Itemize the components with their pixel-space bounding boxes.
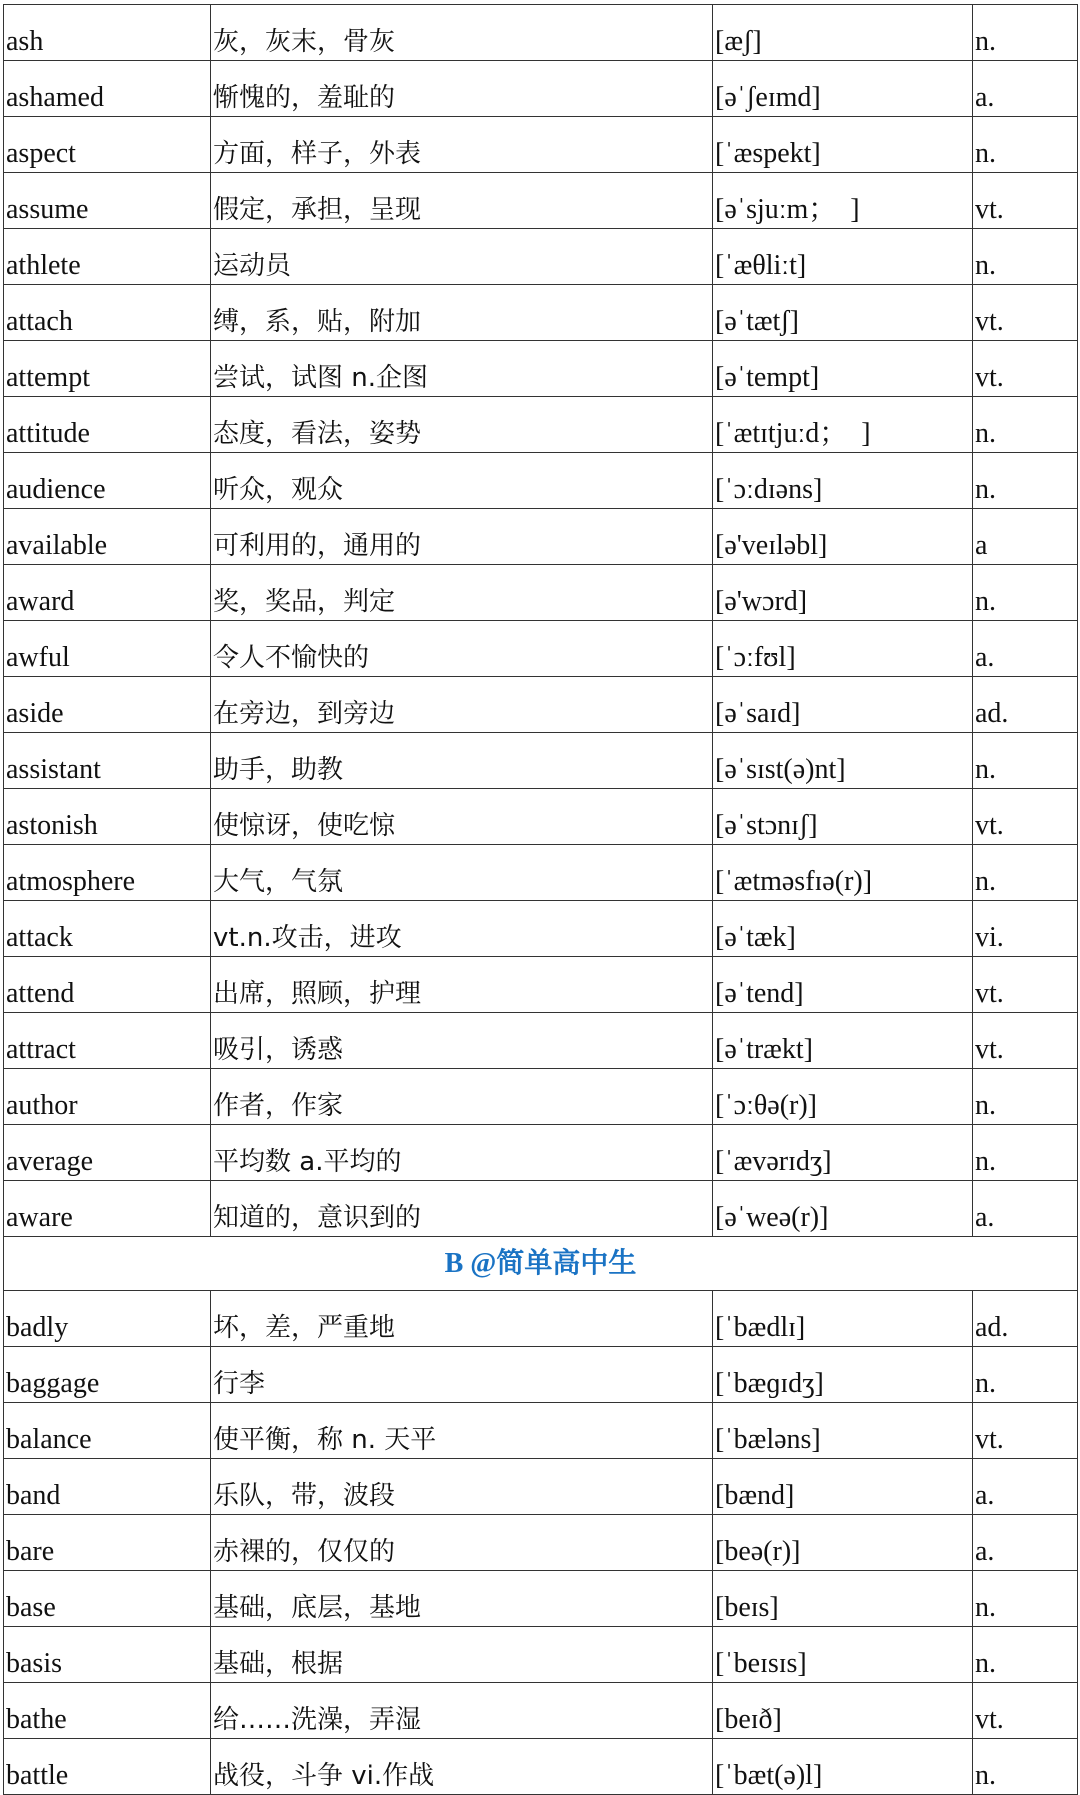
section-header-row [4, 1237, 1078, 1291]
word-cell: attitude [4, 397, 211, 453]
table-row [4, 1347, 1078, 1403]
meaning-cell: 态度，看法，姿势 [211, 397, 713, 453]
word-cell: astonish [4, 789, 211, 845]
part-of-speech-cell: n. [973, 5, 1078, 61]
table-row [4, 285, 1078, 341]
table-row [4, 845, 1078, 901]
word-cell: ash [4, 5, 211, 61]
table-row [4, 565, 1078, 621]
part-of-speech-cell: vt. [973, 341, 1078, 397]
phonetic-cell: [əˈstɔnɪʃ] [713, 789, 973, 845]
table-row [4, 229, 1078, 285]
part-of-speech-cell: a. [973, 1515, 1078, 1571]
phonetic-cell: [ˈbæt(ə)l] [713, 1739, 973, 1795]
meaning-cell: 缚，系，贴，附加 [211, 285, 713, 341]
word-cell: average [4, 1125, 211, 1181]
part-of-speech-cell: vi. [973, 901, 1078, 957]
phonetic-cell: [əˈtrækt] [713, 1013, 973, 1069]
word-cell: baggage [4, 1347, 211, 1403]
phonetic-cell: [ˈbeɪsɪs] [713, 1627, 973, 1683]
phonetic-cell: [ˈæθliːt] [713, 229, 973, 285]
phonetic-cell: [beə(r)] [713, 1515, 973, 1571]
section-b-rows [4, 1291, 1078, 1795]
phonetic-cell: [ə'wɔrd] [713, 565, 973, 621]
meaning-cell: 基础，底层，基地 [211, 1571, 713, 1627]
table-row [4, 1013, 1078, 1069]
table-row [4, 957, 1078, 1013]
part-of-speech-cell: a. [973, 621, 1078, 677]
meaning-cell: 假定，承担，呈现 [211, 173, 713, 229]
phonetic-cell: [ˈɔːθə(r)] [713, 1069, 973, 1125]
phonetic-cell: [æʃ] [713, 5, 973, 61]
word-cell: balance [4, 1403, 211, 1459]
phonetic-cell: [əˈtend] [713, 957, 973, 1013]
word-cell: award [4, 565, 211, 621]
phonetic-cell: [ˈæspekt] [713, 117, 973, 173]
word-cell: basis [4, 1627, 211, 1683]
phonetic-cell: [beɪð] [713, 1683, 973, 1739]
meaning-cell: 方面，样子，外表 [211, 117, 713, 173]
table-row [4, 1403, 1078, 1459]
part-of-speech-cell: n. [973, 733, 1078, 789]
part-of-speech-cell: n. [973, 1571, 1078, 1627]
table-row [4, 677, 1078, 733]
table-row [4, 453, 1078, 509]
phonetic-cell: [beɪs] [713, 1571, 973, 1627]
meaning-cell: 基础，根据 [211, 1627, 713, 1683]
phonetic-cell: [ˈbædlɪ] [713, 1291, 973, 1347]
word-cell: band [4, 1459, 211, 1515]
word-cell: audience [4, 453, 211, 509]
table-row [4, 341, 1078, 397]
word-cell: author [4, 1069, 211, 1125]
table-row [4, 1515, 1078, 1571]
meaning-cell: vt.n.攻击，进攻 [211, 901, 713, 957]
word-cell: attach [4, 285, 211, 341]
meaning-cell: 给……洗澡，弄湿 [211, 1683, 713, 1739]
part-of-speech-cell: n. [973, 397, 1078, 453]
part-of-speech-cell: vt. [973, 1683, 1078, 1739]
word-cell: attack [4, 901, 211, 957]
meaning-cell: 令人不愉快的 [211, 621, 713, 677]
meaning-cell: 坏，差，严重地 [211, 1291, 713, 1347]
word-cell: battle [4, 1739, 211, 1795]
part-of-speech-cell: n. [973, 117, 1078, 173]
table-row [4, 1683, 1078, 1739]
part-of-speech-cell: a [973, 509, 1078, 565]
phonetic-cell: [əˈweə(r)] [713, 1181, 973, 1237]
meaning-cell: 吸引，诱惑 [211, 1013, 713, 1069]
table-row [4, 1571, 1078, 1627]
meaning-cell: 奖，奖品，判定 [211, 565, 713, 621]
meaning-cell: 在旁边，到旁边 [211, 677, 713, 733]
table-row [4, 1069, 1078, 1125]
meaning-cell: 尝试，试图 n.企图 [211, 341, 713, 397]
word-cell: athlete [4, 229, 211, 285]
section-b-title: B @简单高中生 [4, 1237, 1078, 1291]
phonetic-cell: [əˈʃeɪmd] [713, 61, 973, 117]
word-cell: base [4, 1571, 211, 1627]
word-cell: bare [4, 1515, 211, 1571]
phonetic-cell: [ˈætməsfɪə(r)] [713, 845, 973, 901]
table-row [4, 621, 1078, 677]
table-row [4, 1125, 1078, 1181]
part-of-speech-cell: vt. [973, 285, 1078, 341]
part-of-speech-cell: n. [973, 453, 1078, 509]
word-cell: ashamed [4, 61, 211, 117]
table-row [4, 173, 1078, 229]
word-cell: bathe [4, 1683, 211, 1739]
phonetic-cell: [ˈɔːfʊl] [713, 621, 973, 677]
word-cell: assistant [4, 733, 211, 789]
table-row [4, 789, 1078, 845]
table-row [4, 5, 1078, 61]
meaning-cell: 出席，照顾，护理 [211, 957, 713, 1013]
meaning-cell: 战役，斗争 vi.作战 [211, 1739, 713, 1795]
vocabulary-table [3, 4, 1078, 1795]
word-cell: attempt [4, 341, 211, 397]
part-of-speech-cell: a. [973, 61, 1078, 117]
word-cell: aspect [4, 117, 211, 173]
table-row [4, 1291, 1078, 1347]
table-row [4, 1739, 1078, 1795]
meaning-cell: 可利用的，通用的 [211, 509, 713, 565]
part-of-speech-cell: n. [973, 1739, 1078, 1795]
meaning-cell: 使惊讶，使吃惊 [211, 789, 713, 845]
phonetic-cell: [bænd] [713, 1459, 973, 1515]
word-cell: aside [4, 677, 211, 733]
part-of-speech-cell: n. [973, 565, 1078, 621]
phonetic-cell: [əˈsaɪd] [713, 677, 973, 733]
meaning-cell: 使平衡，称 n. 天平 [211, 1403, 713, 1459]
meaning-cell: 乐队，带，波段 [211, 1459, 713, 1515]
phonetic-cell: [ˈbæləns] [713, 1403, 973, 1459]
part-of-speech-cell: a. [973, 1181, 1078, 1237]
table-row [4, 1627, 1078, 1683]
table-row [4, 901, 1078, 957]
phonetic-cell: [ˈævərɪdʒ] [713, 1125, 973, 1181]
part-of-speech-cell: n. [973, 1069, 1078, 1125]
phonetic-cell: [ˈbæɡɪdʒ] [713, 1347, 973, 1403]
meaning-cell: 惭愧的，羞耻的 [211, 61, 713, 117]
part-of-speech-cell: n. [973, 1627, 1078, 1683]
meaning-cell: 知道的，意识到的 [211, 1181, 713, 1237]
word-cell: attract [4, 1013, 211, 1069]
meaning-cell: 助手，助教 [211, 733, 713, 789]
meaning-cell: 作者，作家 [211, 1069, 713, 1125]
part-of-speech-cell: n. [973, 1347, 1078, 1403]
table-row [4, 61, 1078, 117]
table-row [4, 117, 1078, 173]
meaning-cell: 灰，灰末，骨灰 [211, 5, 713, 61]
part-of-speech-cell: vt. [973, 957, 1078, 1013]
meaning-cell: 平均数 a.平均的 [211, 1125, 713, 1181]
part-of-speech-cell: n. [973, 1125, 1078, 1181]
table-row [4, 733, 1078, 789]
part-of-speech-cell: vt. [973, 1013, 1078, 1069]
word-cell: badly [4, 1291, 211, 1347]
phonetic-cell: [əˈsɪst(ə)nt] [713, 733, 973, 789]
part-of-speech-cell: a. [973, 1459, 1078, 1515]
table-row [4, 1459, 1078, 1515]
phonetic-cell: [əˈtempt] [713, 341, 973, 397]
table-row [4, 1181, 1078, 1237]
meaning-cell: 赤裸的，仅仅的 [211, 1515, 713, 1571]
part-of-speech-cell: n. [973, 845, 1078, 901]
part-of-speech-cell: ad. [973, 1291, 1078, 1347]
meaning-cell: 大气，气氛 [211, 845, 713, 901]
meaning-cell: 听众，观众 [211, 453, 713, 509]
phonetic-cell: [əˈsjuːm； ] [713, 173, 973, 229]
meaning-cell: 运动员 [211, 229, 713, 285]
word-cell: aware [4, 1181, 211, 1237]
phonetic-cell: [əˈtætʃ] [713, 285, 973, 341]
part-of-speech-cell: ad. [973, 677, 1078, 733]
word-cell: awful [4, 621, 211, 677]
part-of-speech-cell: n. [973, 229, 1078, 285]
part-of-speech-cell: vt. [973, 1403, 1078, 1459]
word-cell: atmosphere [4, 845, 211, 901]
meaning-cell: 行李 [211, 1347, 713, 1403]
phonetic-cell: [ˈætɪtjuːd； ] [713, 397, 973, 453]
part-of-speech-cell: vt. [973, 789, 1078, 845]
phonetic-cell: [ə'veɪləbl] [713, 509, 973, 565]
part-of-speech-cell: vt. [973, 173, 1078, 229]
word-cell: available [4, 509, 211, 565]
word-cell: assume [4, 173, 211, 229]
section-a-rows [4, 5, 1078, 1237]
phonetic-cell: [əˈtæk] [713, 901, 973, 957]
table-row [4, 509, 1078, 565]
phonetic-cell: [ˈɔːdɪəns] [713, 453, 973, 509]
table-row [4, 397, 1078, 453]
word-cell: attend [4, 957, 211, 1013]
